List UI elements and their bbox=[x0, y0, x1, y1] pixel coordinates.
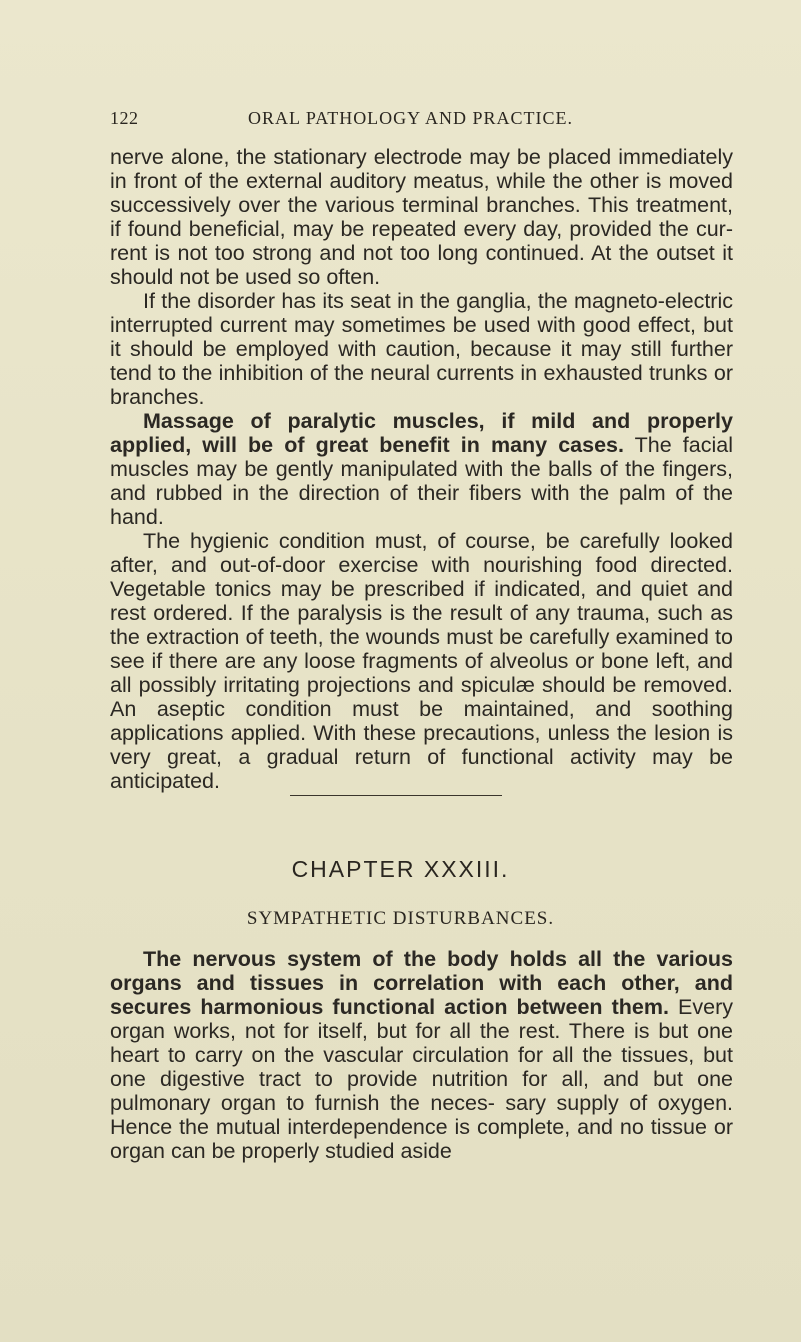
page-number: 122 bbox=[110, 108, 139, 128]
chapter-paragraph-rest: Every organ works, not for itself, but for all the rest. There is but one heart to carry on the vascular circulation for all the tissues, but one digestive tract to provide nutrition for all, and but one pulmonary organ to furnish the neces- sary supply of oxygen. Hence the mutual interdependence is complete, and no tissue or organ can be properly studied aside bbox=[110, 995, 733, 1163]
paragraph-1: nerve alone, the stationary electrode may be placed immediately in front of the external auditory meatus, while the other is moved successively over the various terminal branches. This treatment, if found beneficial, may be repeated every day, provided the cur- rent is not too strong and not too long continued. At the outset it should not be used so often. bbox=[110, 145, 733, 289]
paragraph-4: The hygienic condition must, of course, be carefully looked after, and out-of-door exercise with nourishing food directed. Vegetable tonics may be prescribed if indicated, and quiet and rest ordered. If the paralysis is the result of any trauma, such as the extraction of teeth, the wounds must be carefully examined to see if there are any loose fragments of alveolus or bone left, and all possibly irritating projections and spiculæ should be removed. An aseptic condition must be maintained, and soothing applications applied. With these precautions, unless the lesion is very great, a gradual return of functional activity may be anticipated. bbox=[110, 529, 733, 793]
paragraph-3 bbox=[110, 409, 733, 529]
paragraph-3-rest: The facial muscles may be gently manipulated with the balls of the fingers, and rubbed in the direction of their fibers with the palm of the hand. bbox=[110, 433, 733, 529]
paragraph-3-bold: Massage of paralytic muscles, if mild and properly applied, will be of great benefit in many cases. bbox=[110, 409, 733, 457]
chapter-paragraph-bold: The nervous system of the body holds all the various organs and tissues in correlation with each other, and secures harmonious functional action between them. bbox=[110, 947, 733, 1019]
chapter-paragraph bbox=[110, 947, 733, 1163]
paragraph-2: If the disorder has its seat in the ganglia, the magneto-electric interrupted current may sometimes be used with good effect, but it should be employed with caution, because it may still further tend to the inhibition of the neural currents in exhausted trunks or branches. bbox=[110, 289, 733, 409]
running-title: ORAL PATHOLOGY AND PRACTICE. bbox=[248, 108, 574, 128]
chapter-subtitle: SYMPATHETIC DISTURBANCES. bbox=[246, 908, 555, 929]
chapter-heading: CHAPTER XXXIII. bbox=[291, 856, 510, 882]
section-divider bbox=[290, 795, 502, 796]
